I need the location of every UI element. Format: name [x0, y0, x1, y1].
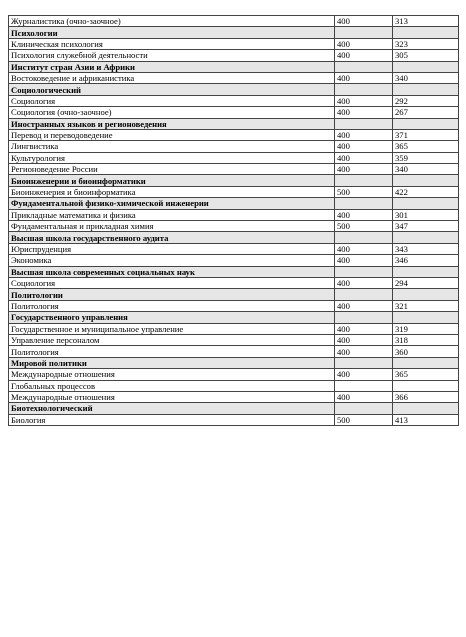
- table-row: [9, 391, 459, 402]
- passing-score-cell: 323: [393, 38, 459, 49]
- section-header-row: [9, 61, 459, 72]
- max-score-cell: 500: [335, 221, 393, 232]
- table-row: [9, 164, 459, 175]
- max-score-cell: 400: [335, 129, 393, 140]
- max-score-cell: 400: [335, 243, 393, 254]
- max-score-cell: 400: [335, 334, 393, 345]
- max-score-cell: 400: [335, 346, 393, 357]
- program-name-cell: Социология (очно-заочное): [9, 107, 335, 118]
- max-score-cell: 400: [335, 164, 393, 175]
- table-row: [9, 186, 459, 197]
- section-empty-cell: [393, 198, 459, 209]
- table-row: [9, 141, 459, 152]
- table-row: [9, 369, 459, 380]
- passing-score-cell: 365: [393, 369, 459, 380]
- passing-score-cell: 267: [393, 107, 459, 118]
- passing-score-cell: 346: [393, 255, 459, 266]
- program-name-cell: Востоковедение и африканистика: [9, 72, 335, 83]
- passing-score-cell: 366: [393, 391, 459, 402]
- table-row: [9, 380, 459, 391]
- program-name-cell: Биология: [9, 414, 335, 425]
- program-name-cell: Культурология: [9, 152, 335, 163]
- section-title-cell: Высшая школа современных социальных наук: [9, 266, 335, 277]
- program-name-cell: Социология: [9, 95, 335, 106]
- max-score-cell: 400: [335, 95, 393, 106]
- max-score-cell: 400: [335, 16, 393, 27]
- section-title-cell: Мировой политики: [9, 357, 335, 368]
- section-empty-cell: [393, 27, 459, 38]
- table-row: [9, 95, 459, 106]
- section-title-cell: Иностранных языков и регионоведения: [9, 118, 335, 129]
- passing-score-cell: 359: [393, 152, 459, 163]
- max-score-cell: 400: [335, 209, 393, 220]
- table-row: [9, 323, 459, 334]
- table-row: [9, 414, 459, 425]
- passing-score-cell: 318: [393, 334, 459, 345]
- section-empty-cell: [335, 84, 393, 95]
- scores-table-body: [9, 16, 459, 426]
- program-name-cell: Прикладные математика и физика: [9, 209, 335, 220]
- program-name-cell: Международные отношения: [9, 391, 335, 402]
- passing-score-cell: 343: [393, 243, 459, 254]
- section-empty-cell: [335, 198, 393, 209]
- program-name-cell: Клиническая психология: [9, 38, 335, 49]
- table-row: [9, 107, 459, 118]
- table-row: [9, 334, 459, 345]
- section-empty-cell: [335, 27, 393, 38]
- passing-score-cell: 321: [393, 300, 459, 311]
- passing-score-cell: 347: [393, 221, 459, 232]
- passing-score-cell: 301: [393, 209, 459, 220]
- table-row: [9, 255, 459, 266]
- table-row: [9, 300, 459, 311]
- table-row: [9, 209, 459, 220]
- max-score-cell: 400: [335, 50, 393, 61]
- max-score-cell: 400: [335, 391, 393, 402]
- program-name-cell: Политология: [9, 300, 335, 311]
- section-header-row: [9, 266, 459, 277]
- table-row: [9, 16, 459, 27]
- section-header-row: [9, 289, 459, 300]
- passing-score-cell: 305: [393, 50, 459, 61]
- section-empty-cell: [393, 61, 459, 72]
- section-title-cell: Фундаментальной физико-химической инженерии: [9, 198, 335, 209]
- table-row: [9, 243, 459, 254]
- max-score-cell: 400: [335, 38, 393, 49]
- section-empty-cell: [335, 118, 393, 129]
- program-name-cell: Социология: [9, 277, 335, 288]
- passing-score-cell: 313: [393, 16, 459, 27]
- section-empty-cell: [335, 357, 393, 368]
- section-empty-cell: [393, 84, 459, 95]
- table-row: [9, 152, 459, 163]
- max-score-cell: 400: [335, 369, 393, 380]
- passing-score-cell: 371: [393, 129, 459, 140]
- table-row: [9, 346, 459, 357]
- max-score-cell: 400: [335, 72, 393, 83]
- passing-score-cell: 340: [393, 72, 459, 83]
- table-row: [9, 277, 459, 288]
- table-row: [9, 129, 459, 140]
- section-header-row: [9, 84, 459, 95]
- section-header-row: [9, 357, 459, 368]
- section-header-row: [9, 118, 459, 129]
- section-empty-cell: [393, 403, 459, 414]
- section-empty-cell: [335, 232, 393, 243]
- program-name-cell: Перевод и переводоведение: [9, 129, 335, 140]
- program-name-cell: Политология: [9, 346, 335, 357]
- table-row: [9, 38, 459, 49]
- section-empty-cell: [335, 266, 393, 277]
- section-empty-cell: [335, 312, 393, 323]
- section-empty-cell: [335, 403, 393, 414]
- program-name-cell: Юриспруденция: [9, 243, 335, 254]
- passing-score-cell: [393, 380, 459, 391]
- section-header-row: [9, 198, 459, 209]
- max-score-cell: 400: [335, 323, 393, 334]
- section-title-cell: Психологии: [9, 27, 335, 38]
- program-name-cell: Экономика: [9, 255, 335, 266]
- section-empty-cell: [335, 289, 393, 300]
- max-score-cell: 400: [335, 152, 393, 163]
- section-empty-cell: [393, 357, 459, 368]
- max-score-cell: 400: [335, 107, 393, 118]
- passing-score-cell: 292: [393, 95, 459, 106]
- section-title-cell: Высшая школа государственного аудита: [9, 232, 335, 243]
- table-row: [9, 72, 459, 83]
- table-row: [9, 50, 459, 61]
- section-empty-cell: [393, 312, 459, 323]
- section-title-cell: Институт стран Азии и Африки: [9, 61, 335, 72]
- passing-score-cell: 294: [393, 277, 459, 288]
- section-title-cell: Политологии: [9, 289, 335, 300]
- section-title-cell: Государственного управления: [9, 312, 335, 323]
- section-empty-cell: [335, 175, 393, 186]
- program-name-cell: Государственное и муниципальное управление: [9, 323, 335, 334]
- section-header-row: [9, 232, 459, 243]
- max-score-cell: 400: [335, 300, 393, 311]
- table-row: [9, 221, 459, 232]
- passing-score-cell: 365: [393, 141, 459, 152]
- program-name-cell: Биоинженерия и биоинформатика: [9, 186, 335, 197]
- passing-score-cell: 360: [393, 346, 459, 357]
- program-name-cell: Международные отношения: [9, 369, 335, 380]
- program-name-cell: Психология служебной деятельности: [9, 50, 335, 61]
- max-score-cell: 400: [335, 141, 393, 152]
- section-title-cell: Социологический: [9, 84, 335, 95]
- section-empty-cell: [393, 289, 459, 300]
- section-header-row: [9, 175, 459, 186]
- program-name-cell: Журналистика (очно-заочное): [9, 16, 335, 27]
- max-score-cell: 500: [335, 186, 393, 197]
- section-empty-cell: [393, 266, 459, 277]
- section-empty-cell: [393, 175, 459, 186]
- program-name-cell: Фундаментальная и прикладная химия: [9, 221, 335, 232]
- passing-score-cell: 422: [393, 186, 459, 197]
- program-name-cell: Глобальных процессов: [9, 380, 335, 391]
- program-name-cell: Управление персоналом: [9, 334, 335, 345]
- passing-score-cell: 413: [393, 414, 459, 425]
- section-title-cell: Биотехнологический: [9, 403, 335, 414]
- scores-table: [8, 15, 459, 426]
- section-empty-cell: [335, 61, 393, 72]
- section-header-row: [9, 27, 459, 38]
- program-name-cell: Регионоведение России: [9, 164, 335, 175]
- section-empty-cell: [393, 232, 459, 243]
- max-score-cell: 500: [335, 414, 393, 425]
- section-header-row: [9, 312, 459, 323]
- passing-score-cell: 340: [393, 164, 459, 175]
- section-empty-cell: [393, 118, 459, 129]
- passing-score-cell: 319: [393, 323, 459, 334]
- section-header-row: [9, 403, 459, 414]
- max-score-cell: 400: [335, 277, 393, 288]
- section-title-cell: Биоинженерии и биоинформатики: [9, 175, 335, 186]
- program-name-cell: Лингвистика: [9, 141, 335, 152]
- max-score-cell: [335, 380, 393, 391]
- max-score-cell: 400: [335, 255, 393, 266]
